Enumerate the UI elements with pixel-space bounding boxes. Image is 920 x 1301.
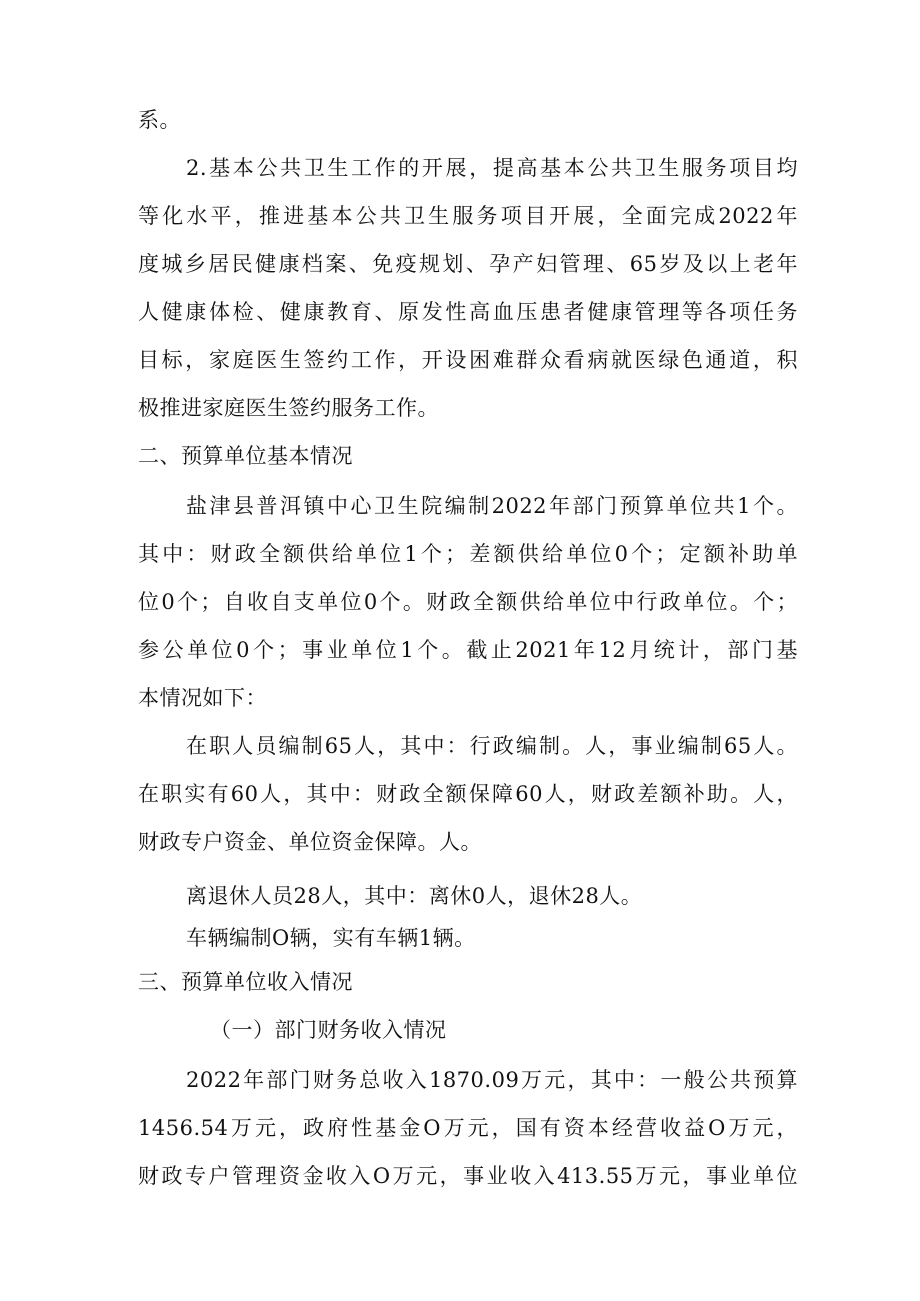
text-line: 2.基本公共卫生工作的开展，提高基本公共卫生服务项目均 — [186, 156, 798, 180]
text-line: 在职实有60人，其中：财政全额保障60人，财政差额补助。人， — [138, 782, 798, 806]
text-line: 极推进家庭医生签约服务工作。 — [138, 396, 439, 420]
text-line: 2022年部门财务总收入1870.09万元，其中：一般公共预算 — [186, 1068, 798, 1092]
text-line: 其中：财政全额供给单位1个；差额供给单位0个；定额补助单 — [138, 542, 798, 566]
text-line: 位0个；自收自支单位0个。财政全额供给单位中行政单位。个； — [138, 590, 798, 614]
text-line: 度城乡居民健康档案、免疫规划、孕产妇管理、65岁及以上老年 — [138, 252, 798, 276]
section-heading: 三、预算单位收入情况 — [138, 970, 353, 994]
text-line: 等化水平，推进基本公共卫生服务项目开展，全面完成2022年 — [138, 204, 798, 228]
text-line: 在职人员编制65人，其中：行政编制。人，事业编制65人。 — [186, 734, 798, 758]
text-line: 车辆编制O辆，实有车辆1辆。 — [186, 926, 476, 950]
text-line: 人健康体检、健康教育、原发性高血压患者健康管理等各项任务 — [138, 300, 798, 324]
section-heading: 二、预算单位基本情况 — [138, 444, 353, 468]
text-line: 财政专户资金、单位资金保障。人。 — [138, 830, 482, 854]
text-line: 本情况如下： — [138, 686, 267, 710]
text-line: 参公单位0个；事业单位1个。截止2021年12月统计，部门基 — [138, 638, 798, 662]
text-line: 1456.54万元，政府性基金O万元，国有资本经营收益O万元， — [138, 1116, 798, 1140]
text-line: 财政专户管理资金收入O万元，事业收入413.55万元，事业单位 — [138, 1164, 798, 1188]
text-line: 系。 — [138, 108, 181, 132]
subsection-heading: （一）部门财务收入情况 — [210, 1018, 447, 1042]
text-line: 盐津县普洱镇中心卫生院编制2022年部门预算单位共1个。 — [186, 494, 798, 518]
text-line: 离退休人员28人，其中：离休0人，退休28人。 — [186, 884, 643, 908]
text-line: 目标，家庭医生签约工作，开设困难群众看病就医绿色通道，积 — [138, 348, 798, 372]
